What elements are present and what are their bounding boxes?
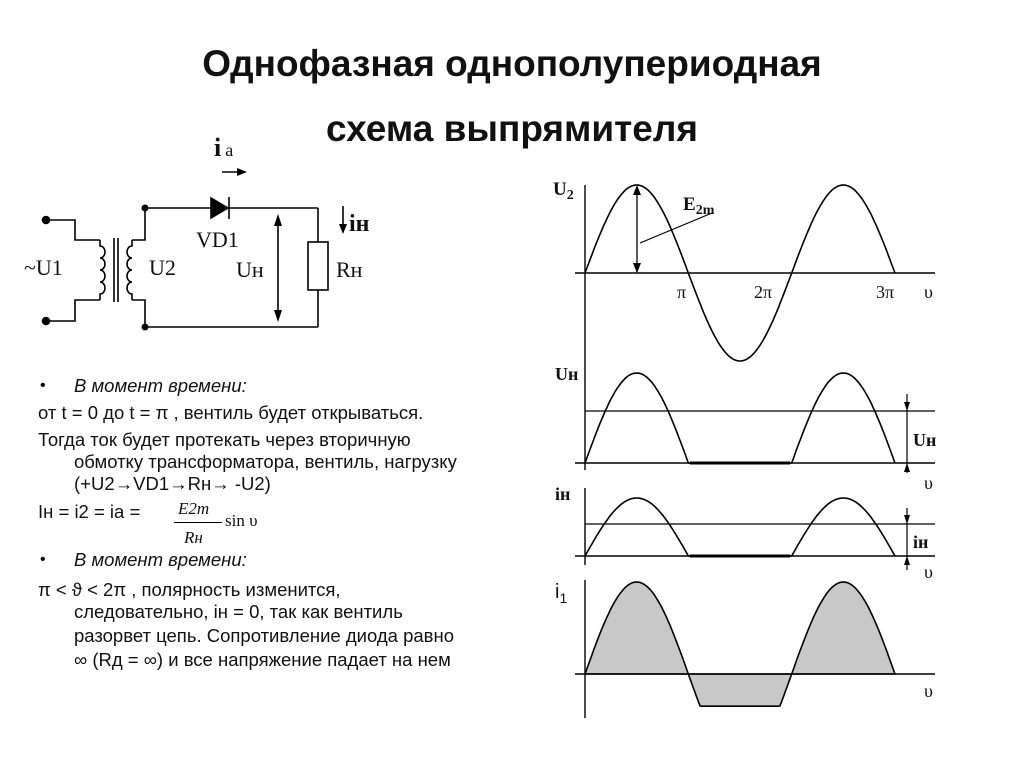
un-half-wave-curve <box>585 373 895 463</box>
un-average-label: Uн <box>913 430 937 450</box>
load-voltage-label: Uн <box>236 257 264 282</box>
load-resistor-label: Rн <box>336 257 363 282</box>
un-avg-arrow-top <box>904 402 910 411</box>
amplitude-arrow-bottom <box>633 263 641 273</box>
diode-label: VD1 <box>196 227 239 252</box>
bullet-2: • <box>40 551 46 568</box>
i1-axis-label: $i_1$ <box>555 581 568 606</box>
text-line-6: следовательно, iн = 0, так как вентиль <box>74 601 403 622</box>
amplitude-arrow-top <box>633 185 641 195</box>
formula-denominator: Rн <box>184 528 203 547</box>
tick-3pi: 3π <box>876 282 895 302</box>
formula-sin: sin υ <box>225 511 258 530</box>
slide-title-line-2: схема выпрямителя <box>326 108 698 149</box>
amplitude-label: $E_{2m}$ <box>683 194 715 218</box>
tick-2pi: 2π <box>754 282 773 302</box>
tick-pi: π <box>677 282 687 302</box>
text-line-8: ∞ (Rд = ∞) и все напряжение падает на нем <box>74 649 451 670</box>
text-line-7: разорвет цепь. Сопротивление диода равно <box>74 625 454 646</box>
in-avg-arrow-bottom <box>904 556 910 565</box>
text-bullet-1: В момент времени: <box>74 375 247 396</box>
text-line-1: от t = 0 до t = π , вентиль будет открываться. <box>38 402 424 423</box>
ia-label: i a <box>214 133 234 162</box>
i1-filled-curve <box>585 582 895 706</box>
text-line-4: (+U2→VD1→Rн→ -U2) <box>74 473 271 494</box>
text-bullet-2: В момент времени: <box>74 549 247 570</box>
axis-var-2: υ <box>924 473 933 493</box>
formula-lhs: Iн = i2 = ia = <box>38 501 141 522</box>
input-voltage-label: ~U1 <box>24 255 63 280</box>
slide-title-line-1: Однофазная однополупериодная <box>202 43 822 84</box>
axis-var-1: υ <box>924 282 933 302</box>
u2-axis-label: $U_2$ <box>553 179 574 203</box>
load-current-label: iн <box>349 211 370 237</box>
un-axis-label: Uн <box>555 364 579 384</box>
text-line-2: Тогда ток будет протекать через вторичную <box>38 429 411 450</box>
in-half-wave-curve <box>585 498 895 556</box>
text-line-5: π < ϑ < 2π , полярность изменится, <box>38 579 341 600</box>
axis-var-3: υ <box>924 562 933 582</box>
formula-fraction-bar <box>174 522 222 523</box>
text-line-3: обмотку трансформатора, вентиль, нагрузку <box>74 451 457 472</box>
in-avg-arrow-top <box>904 515 910 524</box>
axis-var-4: υ <box>924 681 933 701</box>
formula-numerator: E2m <box>178 499 210 518</box>
secondary-voltage-label: U2 <box>149 255 176 280</box>
in-axis-label: iн <box>555 484 571 504</box>
un-avg-arrow-bottom <box>904 463 910 472</box>
bullet-1: • <box>40 377 46 394</box>
in-average-label: iн <box>913 532 929 552</box>
